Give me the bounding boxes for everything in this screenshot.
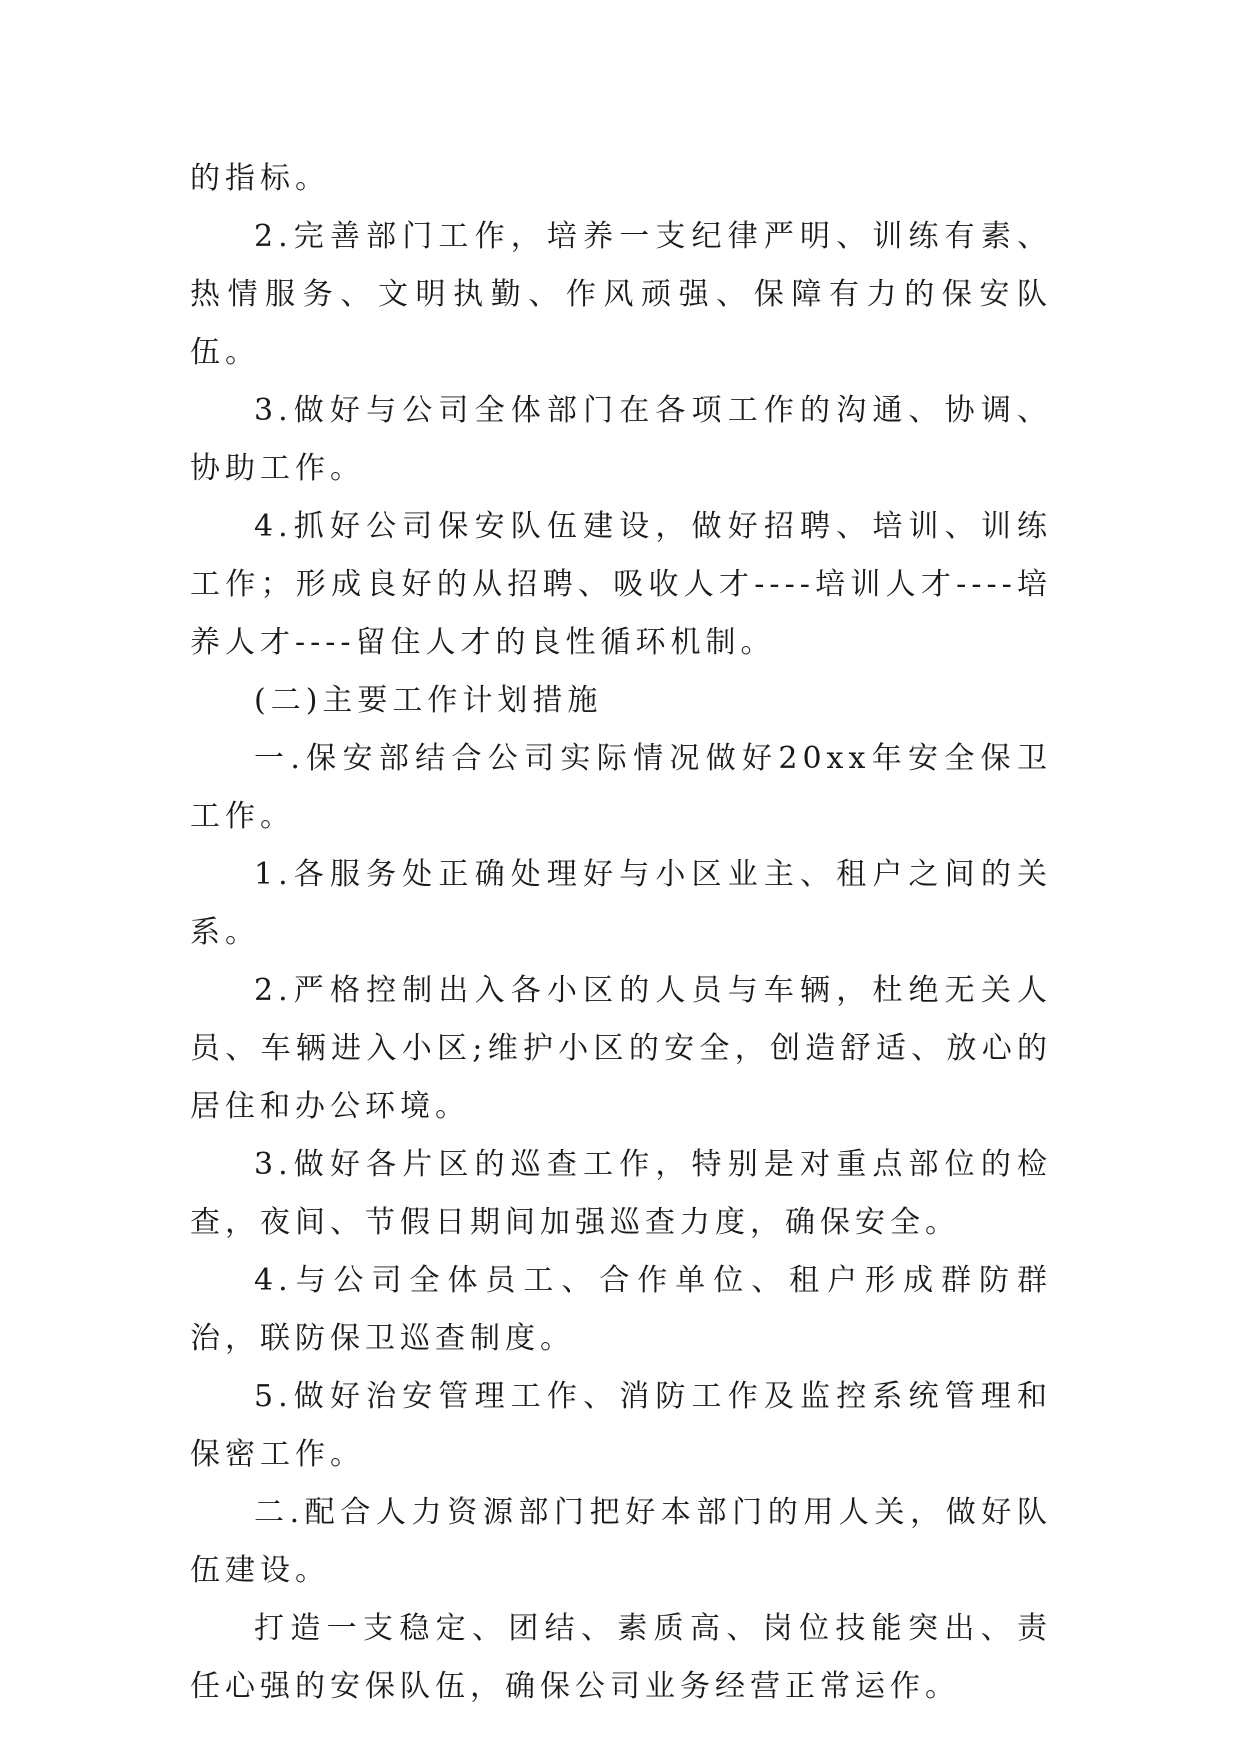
document-body (190, 150, 1052, 1716)
paragraph-goal-3: 3.做好与公司全体部门在各项工作的沟通、协调、协助工作。 (190, 393, 1052, 486)
paragraph-measure-1: 一.保安部结合公司实际情况做好20xx年安全保卫工作。 (190, 741, 1052, 834)
paragraph-measure-1-1: 1.各服务处正确处理好与小区业主、租户之间的关系。 (190, 857, 1052, 950)
paragraph-measure-1-5: 5.做好治安管理工作、消防工作及监控系统管理和保密工作。 (190, 1379, 1052, 1472)
paragraph-measure-1-4: 4.与公司全体员工、合作单位、租户形成群防群治，联防保卫巡查制度。 (190, 1263, 1052, 1356)
paragraph-measure-1-3: 3.做好各片区的巡查工作，特别是对重点部位的检查，夜间、节假日期间加强巡查力度，确保安全。 (190, 1147, 1052, 1240)
section-heading: (二)主要工作计划措施 (254, 683, 603, 718)
paragraph-measure-2: 二.配合人力资源部门把好本部门的用人关，做好队伍建设。 (190, 1495, 1052, 1588)
paragraph-measure-1-2: 2.严格控制出入各小区的人员与车辆，杜绝无关人员、车辆进入小区;维护小区的安全，创造舒适、放心的居住和办公环境。 (190, 973, 1052, 1124)
paragraph-measure-2-detail: 打造一支稳定、团结、素质高、岗位技能突出、责任心强的安保队伍，确保公司业务经营正常运作。 (190, 1611, 1052, 1704)
paragraph-goal-2: 2.完善部门工作，培养一支纪律严明、训练有素、热情服务、文明执勤、作风顽强、保障有力的保安队伍。 (190, 219, 1052, 370)
paragraph-goal-4: 4.抓好公司保安队伍建设，做好招聘、培训、训练工作；形成良好的从招聘、吸收人才----培训人才----培养人才----留住人才的良性循环机制。 (190, 509, 1052, 660)
paragraph-continuation: 的指标。 (190, 161, 330, 196)
